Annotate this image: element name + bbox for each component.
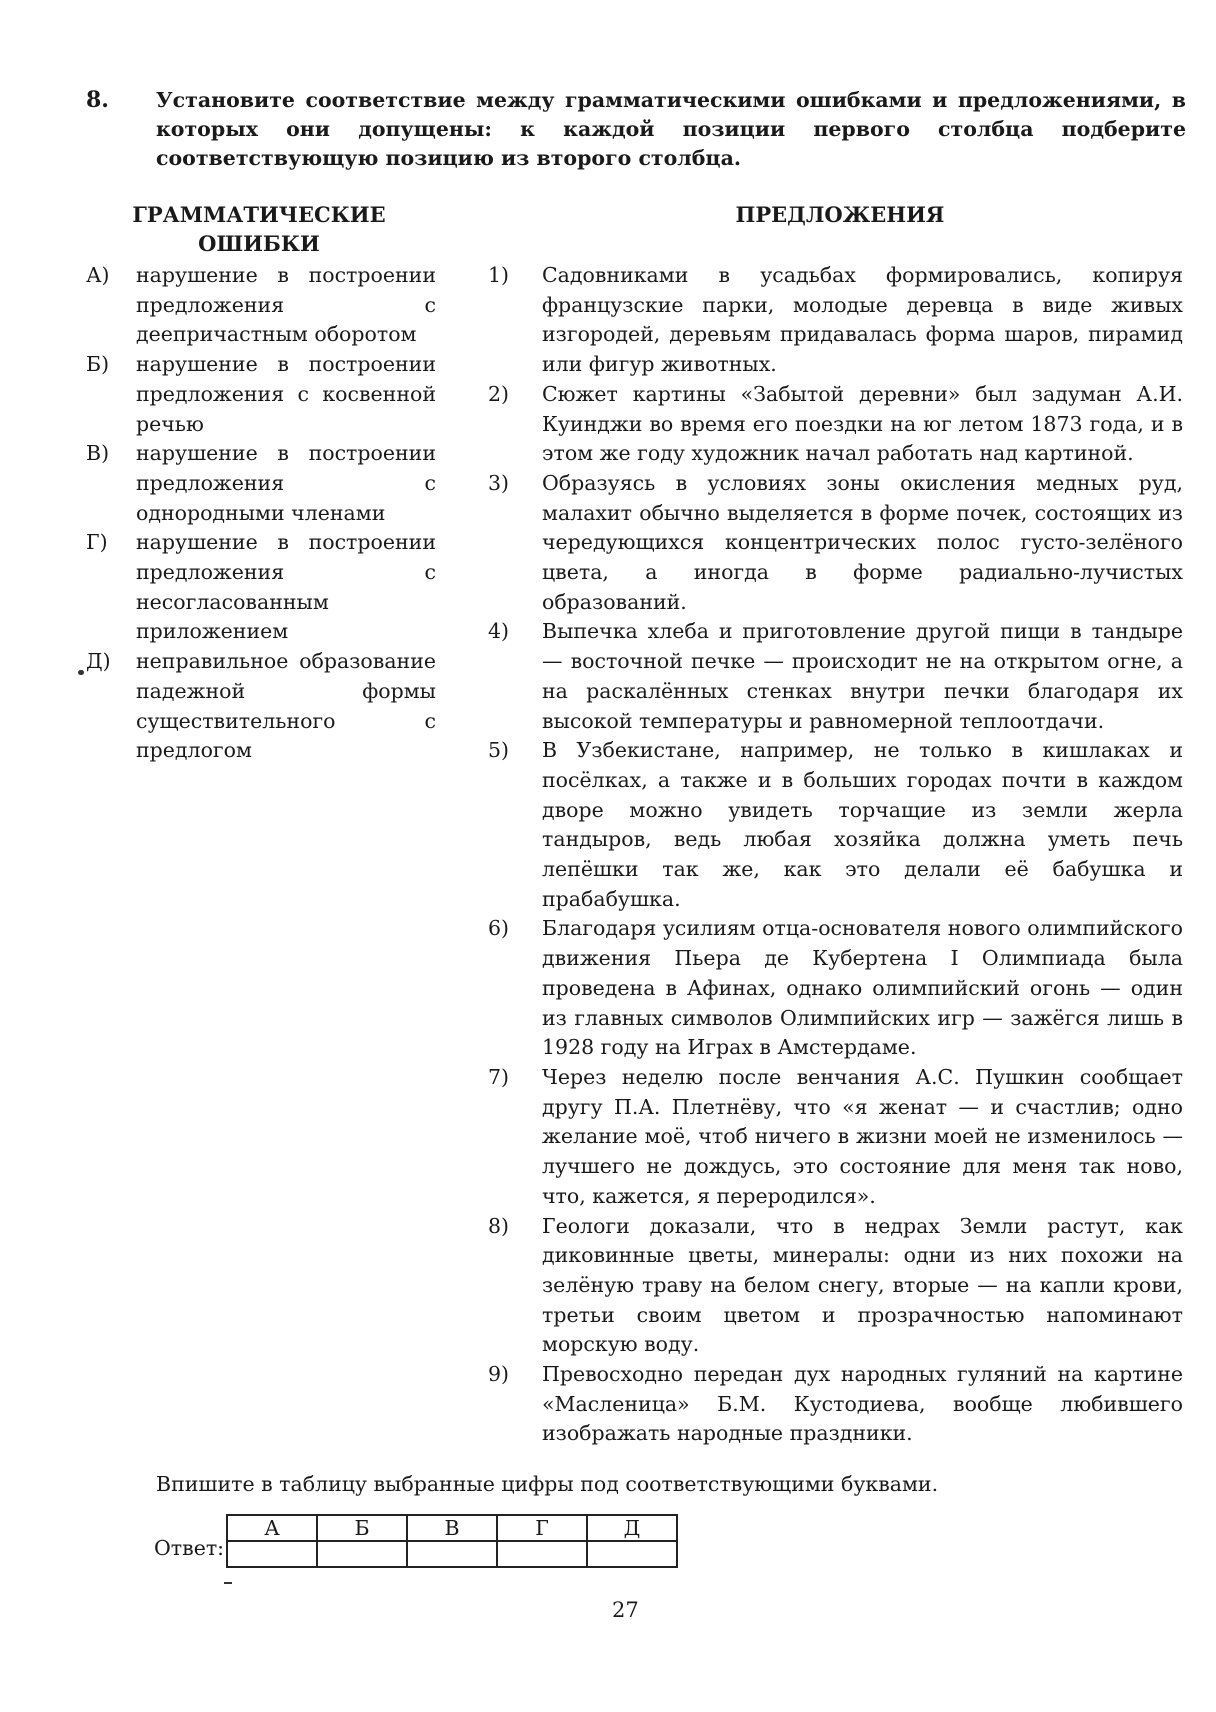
- error-item: [86, 439, 436, 528]
- scan-dash: [224, 1582, 232, 1584]
- sentence-label: 8): [488, 1213, 510, 1238]
- sentence-text: Превосходно передан дух народных гуляний на картине «Масленица» Б.М. Кустодиева, вообще любившего изображать народные праздники.: [542, 1362, 1183, 1446]
- task-instruction: Установите соответствие между грамматическими ошибками и предложениями, в которых они допущены: к каждой позиции первого столбца подберите соответствующую позицию из второго столбца.: [156, 88, 1186, 170]
- sentence-text: Образуясь в условиях зоны окисления медных руд, малахит обычно выделяется в форме почек, состоящих из чередующихся концентрических полос густо-зелёного цвета, а иногда в форме радиально-лучистых образований.: [542, 470, 1183, 614]
- error-text: нарушение в построении предложения с несогласованным приложением: [136, 530, 436, 644]
- answer-header-a: А: [227, 1515, 317, 1541]
- sentence-label: 5): [488, 738, 510, 763]
- sentence-item: [488, 914, 1183, 1063]
- sentence-item: [488, 736, 1183, 914]
- sentence-text: Через неделю после венчания А.С. Пушкин сообщает другу П.А. Плетнёву, что «я женат — и счастлив; одно желание моё, чтоб ничего в жизни моей не изменилось — лучшего не дождусь, это состояние для меня так ново, что, кажется, я переродился».: [542, 1064, 1183, 1208]
- sentence-label: 7): [488, 1064, 510, 1089]
- errors-list: [86, 261, 436, 766]
- sentence-item: [488, 617, 1183, 736]
- task-number: 8.: [86, 87, 109, 113]
- answer-cell-v[interactable]: [407, 1541, 497, 1567]
- answer-header-row: [227, 1515, 677, 1541]
- sentence-item: [488, 469, 1183, 618]
- error-label: А): [86, 263, 110, 287]
- answer-header-b: Б: [317, 1515, 407, 1541]
- sentence-item: [488, 1063, 1183, 1212]
- sentence-label: 9): [488, 1362, 510, 1387]
- error-text: нарушение в построении предложения с деепричастным оборотом: [136, 263, 436, 347]
- error-label: Б): [86, 352, 110, 377]
- answer-header-g: Г: [497, 1515, 587, 1541]
- sentence-label: 6): [488, 916, 510, 941]
- page-number: 27: [612, 1598, 639, 1622]
- answer-cell-g[interactable]: [497, 1541, 587, 1567]
- sentence-label: 2): [488, 381, 510, 406]
- sentence-text: В Узбекистане, например, не только в кишлаках и посёлках, а также и в больших городах почти в каждом дворе можно увидеть торчащие из земли жерла тандыров, ведь любая хозяйка должна уметь печь лепёшки так же, как это делали её бабушка и прабабушка.: [542, 738, 1183, 911]
- sentence-item: [488, 380, 1183, 469]
- error-item: [86, 350, 436, 439]
- answer-cell-b[interactable]: [317, 1541, 407, 1567]
- error-item: [86, 528, 436, 647]
- sentence-text: Геологи доказали, что в недрах Земли растут, как диковинные цветы, минералы: одни из них похожи на зелёную траву на белом снегу, вторые — на капли крови, третьи своим цветом и прозрачностью напоминают морскую воду.: [542, 1213, 1183, 1357]
- answer-label: Ответ:: [154, 1536, 225, 1560]
- error-text: нарушение в построении предложения с косвенной речью: [136, 352, 436, 436]
- answer-table: [226, 1514, 678, 1568]
- sentence-text: Выпечка хлеба и приготовление другой пищи в тандыре — восточной печке — происходит не на открытом огне, а на раскалённых стенках внутри печки благодаря их высокой температуры и равномерной теплоотдачи.: [542, 619, 1183, 733]
- sentence-label: 1): [488, 263, 510, 287]
- task-block: [86, 86, 1186, 173]
- sentence-label: 3): [488, 470, 510, 495]
- answer-input-row: [227, 1541, 677, 1567]
- sentence-item: [488, 1212, 1183, 1361]
- answer-header-d: Д: [587, 1515, 677, 1541]
- answer-instruction: Впишите в таблицу выбранные цифры под соответствующими буквами.: [156, 1472, 939, 1496]
- error-item: [86, 647, 436, 766]
- error-label: Д): [86, 649, 111, 674]
- sentence-text: Благодаря усилиям отца-основателя нового олимпийского движения Пьера де Кубертена I Олимпиада была проведена в Афинах, однако олимпийский огонь — один из главных символов Олимпийских игр — зажёгся лишь в 1928 году на Играх в Амстердаме.: [542, 916, 1183, 1060]
- answer-cell-a[interactable]: [227, 1541, 317, 1567]
- left-column-heading: ГРАММАТИЧЕСКИЕ ОШИБКИ: [132, 202, 386, 256]
- answer-cell-d[interactable]: [587, 1541, 677, 1567]
- sentence-item: [488, 1360, 1183, 1449]
- right-column-heading: ПРЕДЛОЖЕНИЯ: [735, 202, 945, 227]
- error-text: неправильное образование падежной формы существительного с предлогом: [136, 649, 436, 763]
- error-text: нарушение в построении предложения с однородными членами: [136, 441, 436, 525]
- error-label: В): [86, 441, 110, 466]
- sentence-label: 4): [488, 619, 510, 644]
- answer-header-v: В: [407, 1515, 497, 1541]
- sentence-text: Садовниками в усадьбах формировались, копируя французские парки, молодые деревца в виде живых изгородей, деревьям придавалась форма шаров, пирамид или фигур животных.: [542, 263, 1183, 377]
- sentences-list: [488, 261, 1183, 1449]
- sentence-item: [488, 261, 1183, 380]
- error-label: Г): [86, 530, 108, 555]
- sentence-text: Сюжет картины «Забытой деревни» был задуман А.И. Куинджи во время его поездки на юг летом 1873 года, и в этом же году художник начал работать над картиной.: [542, 381, 1183, 466]
- error-item: [86, 261, 436, 350]
- scan-dot: [78, 670, 84, 675]
